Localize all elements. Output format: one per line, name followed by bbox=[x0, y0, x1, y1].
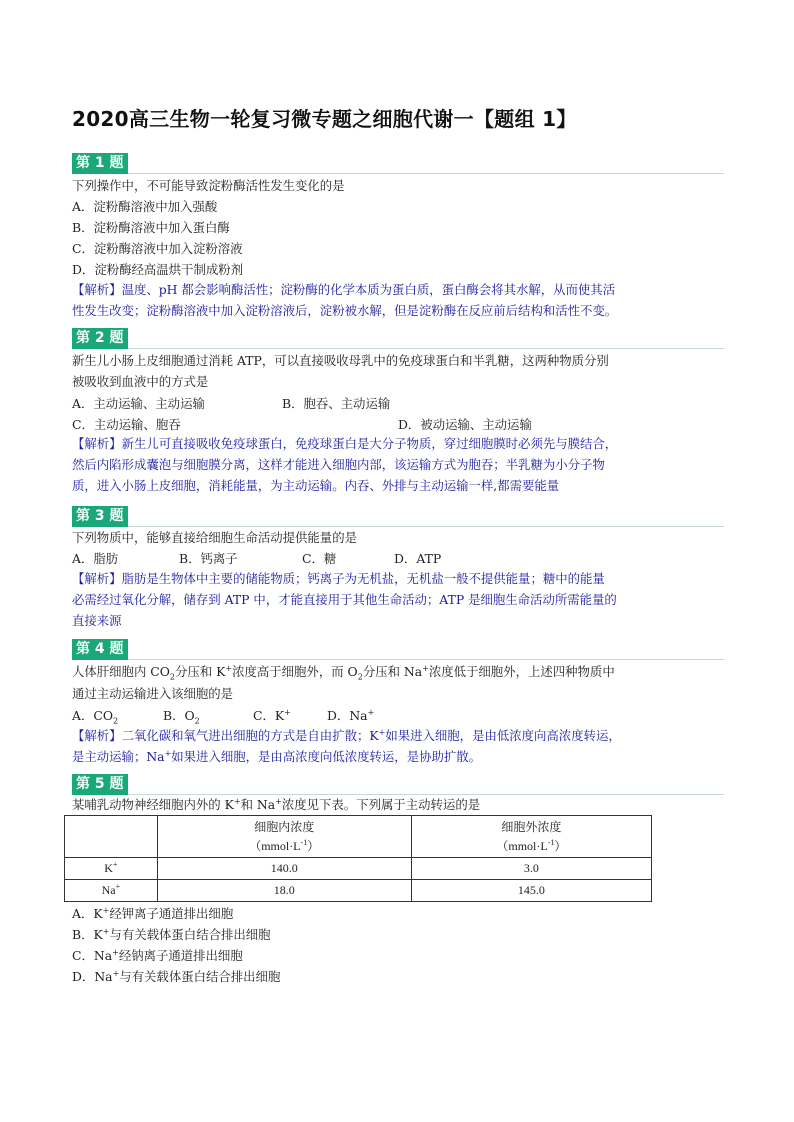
question-5-option-c: C．Na+经钠离子通道排出细胞 bbox=[72, 947, 243, 963]
table-header-inside: 细胞内浓度 $(mmol\cdot L^{-1})$ bbox=[157, 816, 411, 858]
question-2-option-d: D．被动运输、主动运输 bbox=[398, 417, 532, 432]
table-header-blank bbox=[65, 816, 158, 858]
question-5-stem: 某哺乳动物神经细胞内外的 K+和 Na+浓度见下表。下列属于主动转运的是 bbox=[72, 796, 481, 812]
question-1-header bbox=[72, 152, 724, 174]
question-2-option-b: B．胞吞、主动运输 bbox=[282, 396, 391, 411]
question-5-header bbox=[72, 773, 724, 795]
question-5-option-d: D．Na+与有关载体蛋白结合排出细胞 bbox=[72, 968, 281, 984]
question-3-option-c: C．糖 bbox=[302, 551, 337, 566]
question-4-header bbox=[72, 638, 724, 660]
question-1-analysis-line-2: 性发生改变；淀粉酶溶液中加入淀粉溶液后，淀粉被水解，但是淀粉酶在反应前后结构和活性不变。 bbox=[72, 303, 618, 318]
table-row bbox=[65, 880, 652, 902]
analysis-tag: 【解析】 bbox=[72, 728, 122, 743]
analysis-tag: 【解析】 bbox=[72, 571, 122, 586]
analysis-tag: 【解析】 bbox=[72, 282, 122, 297]
question-5-option-b: B．K+与有关载体蛋白结合排出细胞 bbox=[72, 926, 271, 942]
question-2-analysis-line-1: 【解析】新生儿可直接吸收免疫球蛋白，免疫球蛋白是大分子物质，穿过细胞膜时必须先与膜结合， bbox=[72, 436, 618, 451]
question-4-analysis-line-2: 是主动运输；Na+如果进入细胞，是由高浓度向低浓度转运，是协助扩散。 bbox=[72, 748, 482, 764]
question-4-analysis-line-1: 【解析】二氧化碳和氧气进出细胞的方式是自由扩散；K+如果进入细胞，是由低浓度向高浓度转运， bbox=[72, 727, 621, 743]
question-2-analysis-line-3: 质，进入小肠上皮细胞，消耗能量，为主动运输。内吞、外排与主动运输一样,都需要能量 bbox=[72, 478, 560, 493]
question-3-analysis-line-3: 直接来源 bbox=[72, 613, 122, 628]
question-2-label: 第 2 题 bbox=[72, 328, 128, 349]
question-2-stem-line-2: 被吸收到血液中的方式是 bbox=[72, 374, 209, 389]
table-cell-inside: 140.0 bbox=[157, 858, 411, 880]
question-4-option-a: A．$CO_2$ bbox=[72, 708, 119, 726]
question-1-analysis-line-1: 【解析】温度、pH 都会影响酶活性；淀粉酶的化学本质为蛋白质，蛋白酶会将其水解，从而使其活 bbox=[72, 282, 616, 297]
table-cell-ion: Na+ bbox=[65, 880, 158, 902]
question-1-option-d: D．淀粉酶经高温烘干制成粉剂 bbox=[72, 262, 244, 277]
question-4-label: 第 4 题 bbox=[72, 639, 128, 660]
question-3-option-a: A．脂肪 bbox=[72, 551, 119, 566]
table-header-outside: 细胞外浓度 $(mmol\cdot L^{-1})$ bbox=[411, 816, 651, 858]
question-1-option-b: B．淀粉酶溶液中加入蛋白酶 bbox=[72, 220, 230, 235]
question-4-stem-line-1: 人体肝细胞内 $CO_2$分压和 K+浓度高于细胞外，而 $O_2$分压和 Na+浓度低于细胞外，上述四种物质中 bbox=[72, 663, 615, 682]
question-4-option-c: C．K+ bbox=[253, 707, 291, 723]
question-2-analysis-line-2: 然后内陷形成囊泡与细胞膜分离，这样才能进入细胞内部，该运输方式为胞吞；半乳糖为小分子物 bbox=[72, 457, 605, 472]
table-cell-inside: 18.0 bbox=[157, 880, 411, 902]
table-cell-ion: K+ bbox=[65, 858, 158, 880]
question-5-option-a: A．K+经钾离子通道排出细胞 bbox=[72, 905, 234, 921]
page-title: 2020高三生物一轮复习微专题之细胞代谢一【题组 1】 bbox=[72, 107, 577, 131]
question-3-option-b: B．钙离子 bbox=[179, 551, 238, 566]
table-cell-outside: 145.0 bbox=[411, 880, 651, 902]
question-3-analysis-line-1: 【解析】脂肪是生物体中主要的储能物质；钙离子为无机盐，无机盐一般不提供能量；糖中的能量 bbox=[72, 571, 605, 586]
analysis-tag: 【解析】 bbox=[72, 436, 122, 451]
question-1-option-a: A．淀粉酶溶液中加入强酸 bbox=[72, 199, 218, 214]
question-5-label: 第 5 题 bbox=[72, 774, 128, 795]
question-2-stem-line-1: 新生儿小肠上皮细胞通过消耗 ATP，可以直接吸收母乳中的免疫球蛋白和半乳糖，这两种物质分别 bbox=[72, 353, 609, 368]
question-3-stem: 下列物质中，能够直接给细胞生命活动提供能量的是 bbox=[72, 530, 357, 545]
question-2-option-c: C．主动运输、胞吞 bbox=[72, 417, 181, 432]
ion-concentration-table bbox=[64, 815, 652, 902]
question-4-option-b: B．$O_2$ bbox=[163, 708, 200, 726]
question-1-option-c: C．淀粉酶溶液中加入淀粉溶液 bbox=[72, 241, 243, 256]
question-3-header bbox=[72, 505, 724, 527]
table-header-row bbox=[65, 816, 652, 858]
question-2-header bbox=[72, 327, 724, 349]
table-row bbox=[65, 858, 652, 880]
table-cell-outside: 3.0 bbox=[411, 858, 651, 880]
question-3-label: 第 3 题 bbox=[72, 506, 128, 527]
question-4-option-d: D．Na+ bbox=[327, 707, 375, 723]
question-1-label: 第 1 题 bbox=[72, 153, 128, 174]
question-4-stem-line-2: 通过主动运输进入该细胞的是 bbox=[72, 686, 234, 701]
question-3-option-d: D．ATP bbox=[394, 551, 442, 566]
question-3-analysis-line-2: 必需经过氧化分解，储存到 ATP 中，才能直接用于其他生命活动；ATP 是细胞生命活动所需能量的 bbox=[72, 592, 617, 607]
question-2-option-a: A．主动运输、主动运输 bbox=[72, 396, 205, 411]
question-1-stem: 下列操作中，不可能导致淀粉酶活性发生变化的是 bbox=[72, 178, 345, 193]
